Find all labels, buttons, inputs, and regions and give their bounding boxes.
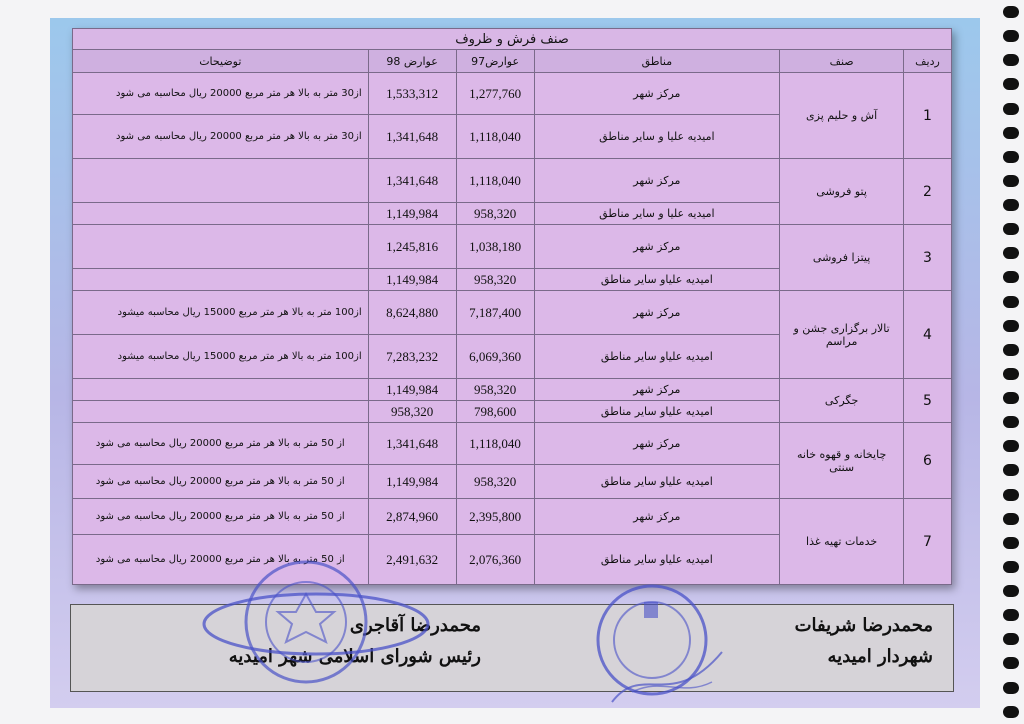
fee97-cell: 958,320: [456, 269, 534, 291]
binding-hole: [1003, 175, 1019, 187]
note-cell: از 50 متر به بالا هر متر مربع 20000 ریال محاسبه می شود: [73, 465, 369, 499]
table-row: [73, 423, 952, 465]
row-number: 2: [904, 159, 952, 225]
trade-name: چایخانه و قهوه خانه سنتی: [780, 423, 904, 499]
area-cell: امیدیه علیاو سایر مناطق: [534, 535, 780, 585]
header-area: مناطق: [534, 50, 780, 73]
binding-hole: [1003, 682, 1019, 694]
fee98-cell: 2,491,632: [368, 535, 456, 585]
area-cell: مرکز شهر: [534, 379, 780, 401]
area-cell: امیدیه علیاو سایر مناطق: [534, 465, 780, 499]
table-title: صنف فرش و ظروف: [73, 29, 952, 50]
council-head-title: رئیس شورای اسلامی شهر امیدیه: [228, 646, 481, 667]
binding-hole: [1003, 78, 1019, 90]
binding-hole: [1003, 537, 1019, 549]
table-row: [73, 159, 952, 203]
fee97-cell: 1,038,180: [456, 225, 534, 269]
note-cell: از30 متر به بالا هر متر مربع 20000 ریال محاسبه می شود: [73, 73, 369, 115]
fee-table-body: [73, 73, 952, 585]
row-number: 5: [904, 379, 952, 423]
area-cell: امیدیه علیاو سایر مناطق: [534, 335, 780, 379]
area-cell: امیدیه علیاو سایر مناطق: [534, 401, 780, 423]
area-cell: مرکز شهر: [534, 499, 780, 535]
area-cell: مرکز شهر: [534, 291, 780, 335]
binding-hole: [1003, 440, 1019, 452]
fee98-cell: 1,341,648: [368, 423, 456, 465]
binding-hole: [1003, 296, 1019, 308]
binding-hole: [1003, 561, 1019, 573]
fee98-cell: 7,283,232: [368, 335, 456, 379]
fee98-cell: 1,533,312: [368, 73, 456, 115]
binding-hole: [1003, 127, 1019, 139]
binding-hole: [1003, 151, 1019, 163]
spiral-binding: [1000, 0, 1022, 724]
binding-hole: [1003, 271, 1019, 283]
fee98-cell: 958,320: [368, 401, 456, 423]
binding-hole: [1003, 513, 1019, 525]
binding-hole: [1003, 199, 1019, 211]
row-number: 1: [904, 73, 952, 159]
fee97-cell: 1,118,040: [456, 159, 534, 203]
binding-hole: [1003, 247, 1019, 259]
table-row: [73, 499, 952, 535]
binding-hole: [1003, 585, 1019, 597]
fee98-cell: 1,149,984: [368, 465, 456, 499]
area-cell: امیدیه علیا و سایر مناطق: [534, 115, 780, 159]
note-cell: از100 متر به بالا هر متر مربع 15000 ریال محاسبه میشود: [73, 291, 369, 335]
council-head-name: محمدرضا آقاجری: [349, 615, 481, 636]
table-row: [73, 73, 952, 115]
mayor-name: محمدرضا شریفات: [794, 615, 933, 636]
row-number: 7: [904, 499, 952, 585]
note-cell: [73, 203, 369, 225]
note-cell: [73, 269, 369, 291]
mayor-signature-block: [633, 605, 933, 691]
fee97-cell: 6,069,360: [456, 335, 534, 379]
fee98-cell: 8,624,880: [368, 291, 456, 335]
note-cell: [73, 401, 369, 423]
binding-hole: [1003, 657, 1019, 669]
area-cell: مرکز شهر: [534, 423, 780, 465]
fee98-cell: 2,874,960: [368, 499, 456, 535]
row-number: 6: [904, 423, 952, 499]
binding-hole: [1003, 103, 1019, 115]
binding-hole: [1003, 54, 1019, 66]
fee98-cell: 1,341,648: [368, 159, 456, 203]
header-fee97: عوارض97: [456, 50, 534, 73]
fee97-cell: 2,076,360: [456, 535, 534, 585]
table-row: [73, 225, 952, 269]
fee98-cell: 1,149,984: [368, 379, 456, 401]
area-cell: امیدیه علیاو سایر مناطق: [534, 269, 780, 291]
fee97-cell: 1,118,040: [456, 115, 534, 159]
binding-hole: [1003, 633, 1019, 645]
fee-table: [72, 28, 952, 585]
note-cell: از 50 متر به بالا هر متر مربع 20000 ریال محاسبه می شود: [73, 423, 369, 465]
trade-name: پتو فروشی: [780, 159, 904, 225]
fee98-cell: 1,341,648: [368, 115, 456, 159]
binding-hole: [1003, 392, 1019, 404]
signature-footer: [70, 604, 954, 692]
note-cell: [73, 379, 369, 401]
area-cell: مرکز شهر: [534, 73, 780, 115]
trade-name: تالار برگزاری جشن و مراسم: [780, 291, 904, 379]
fee98-cell: 1,149,984: [368, 203, 456, 225]
binding-hole: [1003, 320, 1019, 332]
binding-hole: [1003, 706, 1019, 718]
table-row: [73, 291, 952, 335]
binding-hole: [1003, 30, 1019, 42]
note-cell: [73, 159, 369, 203]
note-cell: از 50 متر به بالا هر متر مربع 20000 ریال محاسبه می شود: [73, 535, 369, 585]
fee97-cell: 958,320: [456, 379, 534, 401]
binding-hole: [1003, 223, 1019, 235]
area-cell: مرکز شهر: [534, 159, 780, 203]
note-cell: از30 متر به بالا هر متر مربع 20000 ریال محاسبه می شود: [73, 115, 369, 159]
note-cell: [73, 225, 369, 269]
fee98-cell: 1,149,984: [368, 269, 456, 291]
fee97-cell: 798,600: [456, 401, 534, 423]
binding-hole: [1003, 344, 1019, 356]
header-trade: صنف: [780, 50, 904, 73]
fee97-cell: 958,320: [456, 203, 534, 225]
table-row: [73, 379, 952, 401]
note-cell: از100 متر به بالا هر متر مربع 15000 ریال محاسبه میشود: [73, 335, 369, 379]
row-number: 4: [904, 291, 952, 379]
header-row-no: ردیف: [904, 50, 952, 73]
fee98-cell: 1,245,816: [368, 225, 456, 269]
fee97-cell: 958,320: [456, 465, 534, 499]
trade-name: خدمات تهیه غذا: [780, 499, 904, 585]
binding-hole: [1003, 416, 1019, 428]
fee97-cell: 7,187,400: [456, 291, 534, 335]
binding-hole: [1003, 6, 1019, 18]
fee97-cell: 1,277,760: [456, 73, 534, 115]
binding-hole: [1003, 368, 1019, 380]
row-number: 3: [904, 225, 952, 291]
mayor-title: شهردار امیدیه: [827, 646, 933, 667]
area-cell: مرکز شهر: [534, 225, 780, 269]
council-signature-block: [151, 605, 481, 691]
binding-hole: [1003, 489, 1019, 501]
fee97-cell: 1,118,040: [456, 423, 534, 465]
trade-name: آش و حلیم پزی: [780, 73, 904, 159]
header-fee98: عوارض 98: [368, 50, 456, 73]
note-cell: از 50 متر به بالا هر متر مربع 20000 ریال محاسبه می شود: [73, 499, 369, 535]
area-cell: امیدیه علیا و سایر مناطق: [534, 203, 780, 225]
binding-hole: [1003, 464, 1019, 476]
trade-name: جگرکی: [780, 379, 904, 423]
fee97-cell: 2,395,800: [456, 499, 534, 535]
trade-name: پیتزا فروشی: [780, 225, 904, 291]
header-notes: توضیحات: [73, 50, 369, 73]
binding-hole: [1003, 609, 1019, 621]
